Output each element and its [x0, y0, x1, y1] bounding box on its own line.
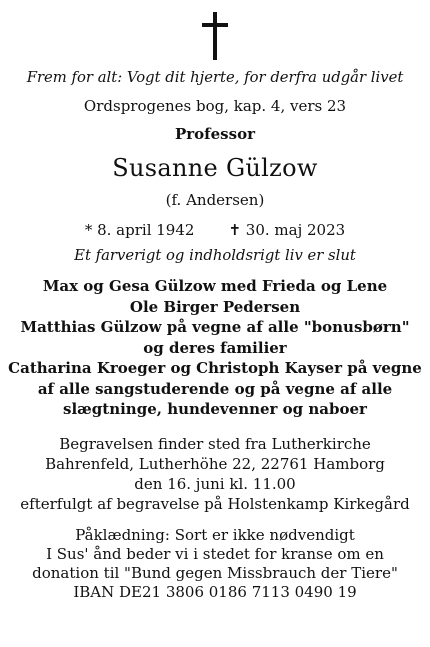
mourner-line: af alle sangstuderende og på vegne af alle [37, 379, 393, 398]
notice-line: IBAN DE21 3806 0186 7113 0490 19 [73, 582, 357, 601]
latin-cross-icon [200, 12, 230, 60]
notice-line: donation til "Bund gegen Missbrauch der Tiere" [32, 563, 398, 582]
funeral-details [0, 434, 430, 514]
notice-line: Påklædning: Sort er ikke nødvendigt [75, 525, 355, 544]
mourner-line: og deres familier [143, 338, 287, 357]
academic-title: Professor [175, 125, 255, 143]
bible-verse: Frem for alt: Vogt dit hjerte, for derfra udgår livet [26, 69, 404, 86]
funeral-line: den 16. juni kl. 11.00 [134, 474, 296, 493]
funeral-line: Bahrenfeld, Lutherhöhe 22, 22761 Hamborg [45, 454, 385, 473]
mourner-line: Ole Birger Pedersen [129, 297, 301, 316]
maiden-name: (f. Andersen) [165, 191, 265, 209]
deceased-name: Susanne Gülzow [112, 154, 318, 182]
life-dates [0, 220, 430, 240]
death-date: ✝ 30. maj 2023 [228, 221, 346, 239]
mourners-list [0, 276, 430, 420]
mourner-line: Matthias Gülzow på vegne af alle "bonusbørn" [20, 318, 410, 336]
birth-date: * 8. april 1942 [84, 221, 195, 239]
mourner-line: Max og Gesa Gülzow med Frieda og Lene [42, 277, 388, 295]
verse-source: Ordsprogenes bog, kap. 4, vers 23 [83, 97, 347, 115]
obituary-card [0, 12, 430, 647]
tagline: Et farverigt og indholdsrigt liv er slut [74, 247, 356, 264]
donation-notice [0, 526, 430, 602]
funeral-line: efterfulgt af begravelse på Holstenkamp Kirkegård [20, 494, 410, 513]
funeral-line: Begravelsen finder sted fra Lutherkirche [59, 434, 371, 453]
notice-line: I Sus' ånd beder vi i stedet for kranse om en [46, 544, 384, 563]
mourner-line: Catharina Kroeger og Christoph Kayser på vegne [8, 359, 422, 377]
mourner-line: slægtninge, hundevenner og naboer [63, 400, 367, 418]
